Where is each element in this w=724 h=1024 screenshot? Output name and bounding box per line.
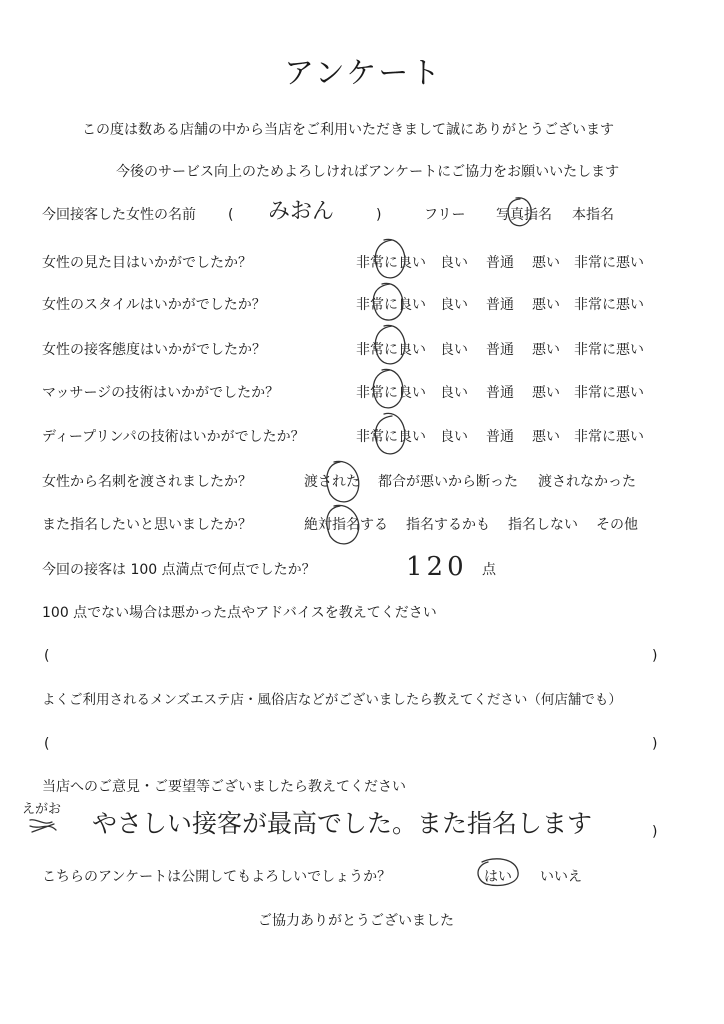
rating-option[interactable]: 非常に良い — [356, 342, 426, 358]
rating-question-label: 女性の接客態度はいかがでしたか？ — [42, 342, 266, 358]
card-option-not-received[interactable]: 渡されなかった — [538, 474, 636, 490]
card-option-received[interactable]: 渡された — [304, 474, 360, 490]
name-answer-handwritten: みおん — [268, 199, 335, 224]
opinion-answer-handwritten: やさしい接客が最高でした。また指名します — [92, 809, 593, 838]
advice-close-paren: ) — [652, 648, 658, 664]
card-question-label: 女性から名刺を渡されましたか？ — [42, 474, 252, 490]
rating-option[interactable]: 悪い — [532, 342, 560, 358]
rating-option[interactable]: 非常に良い — [356, 297, 426, 313]
again-option-other[interactable]: その他 — [596, 517, 638, 533]
rating-option[interactable]: 良い — [440, 342, 468, 358]
score-unit: 点 — [482, 562, 496, 578]
name-question-label: 今回接客した女性の名前 — [42, 207, 196, 223]
intro-line-2: 今後のサービス向上のためよろしければアンケートにご協力をお願いいたします — [116, 164, 620, 180]
name-close-paren: ) — [376, 207, 382, 223]
thanks-message: ご協力ありがとうございました — [258, 913, 454, 929]
rating-option[interactable]: 非常に悪い — [574, 385, 644, 401]
rating-option[interactable]: 悪い — [532, 297, 560, 313]
publish-option-no[interactable]: いいえ — [540, 869, 582, 885]
again-option-maybe[interactable]: 指名するかも — [406, 517, 490, 533]
advice-open-paren: ( — [44, 648, 50, 664]
score-question-label: 今回の接客は 100 点満点で何点でしたか？ — [42, 562, 316, 578]
rating-option[interactable]: 普通 — [486, 342, 514, 358]
name-option-regular[interactable]: 本指名 — [572, 207, 614, 223]
rating-option[interactable]: 良い — [440, 385, 468, 401]
rating-option[interactable]: 悪い — [532, 385, 560, 401]
rating-question-label: 女性のスタイルはいかがでしたか？ — [42, 297, 266, 313]
name-open-paren: ( — [228, 207, 234, 223]
publish-question-label: こちらのアンケートは公開してもよろしいでしょうか？ — [42, 869, 392, 885]
intro-line-1: この度は数ある店舗の中から当店をご利用いただきまして誠にありがとうございます — [82, 122, 614, 138]
name-option-photo[interactable]: 写真指名 — [496, 207, 552, 223]
again-question-label: また指名したいと思いましたか？ — [42, 517, 252, 533]
again-option-no[interactable]: 指名しない — [508, 517, 578, 533]
rating-option[interactable]: 非常に良い — [356, 385, 426, 401]
advice-question-label: 100 点でない場合は悪かった点やアドバイスを教えてください — [42, 605, 437, 621]
rating-option[interactable]: 普通 — [486, 255, 514, 271]
opinion-question-label: 当店へのご意見・ご要望等ございましたら教えてください — [42, 779, 406, 795]
rating-question-label: 女性の見た目はいかがでしたか？ — [42, 255, 252, 271]
name-option-free[interactable]: フリー — [424, 207, 466, 223]
rating-option[interactable]: 非常に良い — [356, 429, 426, 445]
publish-option-yes[interactable]: はい — [484, 869, 512, 885]
rating-question-label: ディープリンパの技術はいかがでしたか？ — [42, 429, 305, 445]
rating-option[interactable]: 良い — [440, 297, 468, 313]
rating-option[interactable]: 非常に悪い — [574, 429, 644, 445]
shops-close-paren: ) — [652, 736, 658, 752]
rating-option[interactable]: 良い — [440, 429, 468, 445]
rating-option[interactable]: 非常に良い — [356, 255, 426, 271]
rating-option[interactable]: 非常に悪い — [574, 297, 644, 313]
opinion-close-paren: ) — [652, 824, 658, 840]
opinion-margin-note-handwritten: えがお — [22, 802, 62, 817]
rating-question-label: マッサージの技術はいかがでしたか？ — [42, 385, 280, 401]
rating-option[interactable]: 普通 — [486, 429, 514, 445]
shops-open-paren: ( — [44, 736, 50, 752]
card-option-declined[interactable]: 都合が悪いから断った — [378, 474, 518, 490]
rating-option[interactable]: 非常に悪い — [574, 255, 644, 271]
again-option-definitely[interactable]: 絶対指名する — [304, 517, 388, 533]
rating-option[interactable]: 良い — [440, 255, 468, 271]
rating-option[interactable]: 悪い — [532, 255, 560, 271]
rating-option[interactable]: 非常に悪い — [574, 342, 644, 358]
rating-option[interactable]: 普通 — [486, 297, 514, 313]
rating-option[interactable]: 悪い — [532, 429, 560, 445]
score-answer-handwritten: 120 — [406, 552, 468, 582]
scribble-mark — [30, 820, 56, 832]
rating-option[interactable]: 普通 — [486, 385, 514, 401]
shops-question-label: よくご利用されるメンズエステ店・風俗店などがございましたら教えてください（何店舗でも） — [42, 692, 622, 708]
survey-title: アンケート — [284, 56, 443, 91]
